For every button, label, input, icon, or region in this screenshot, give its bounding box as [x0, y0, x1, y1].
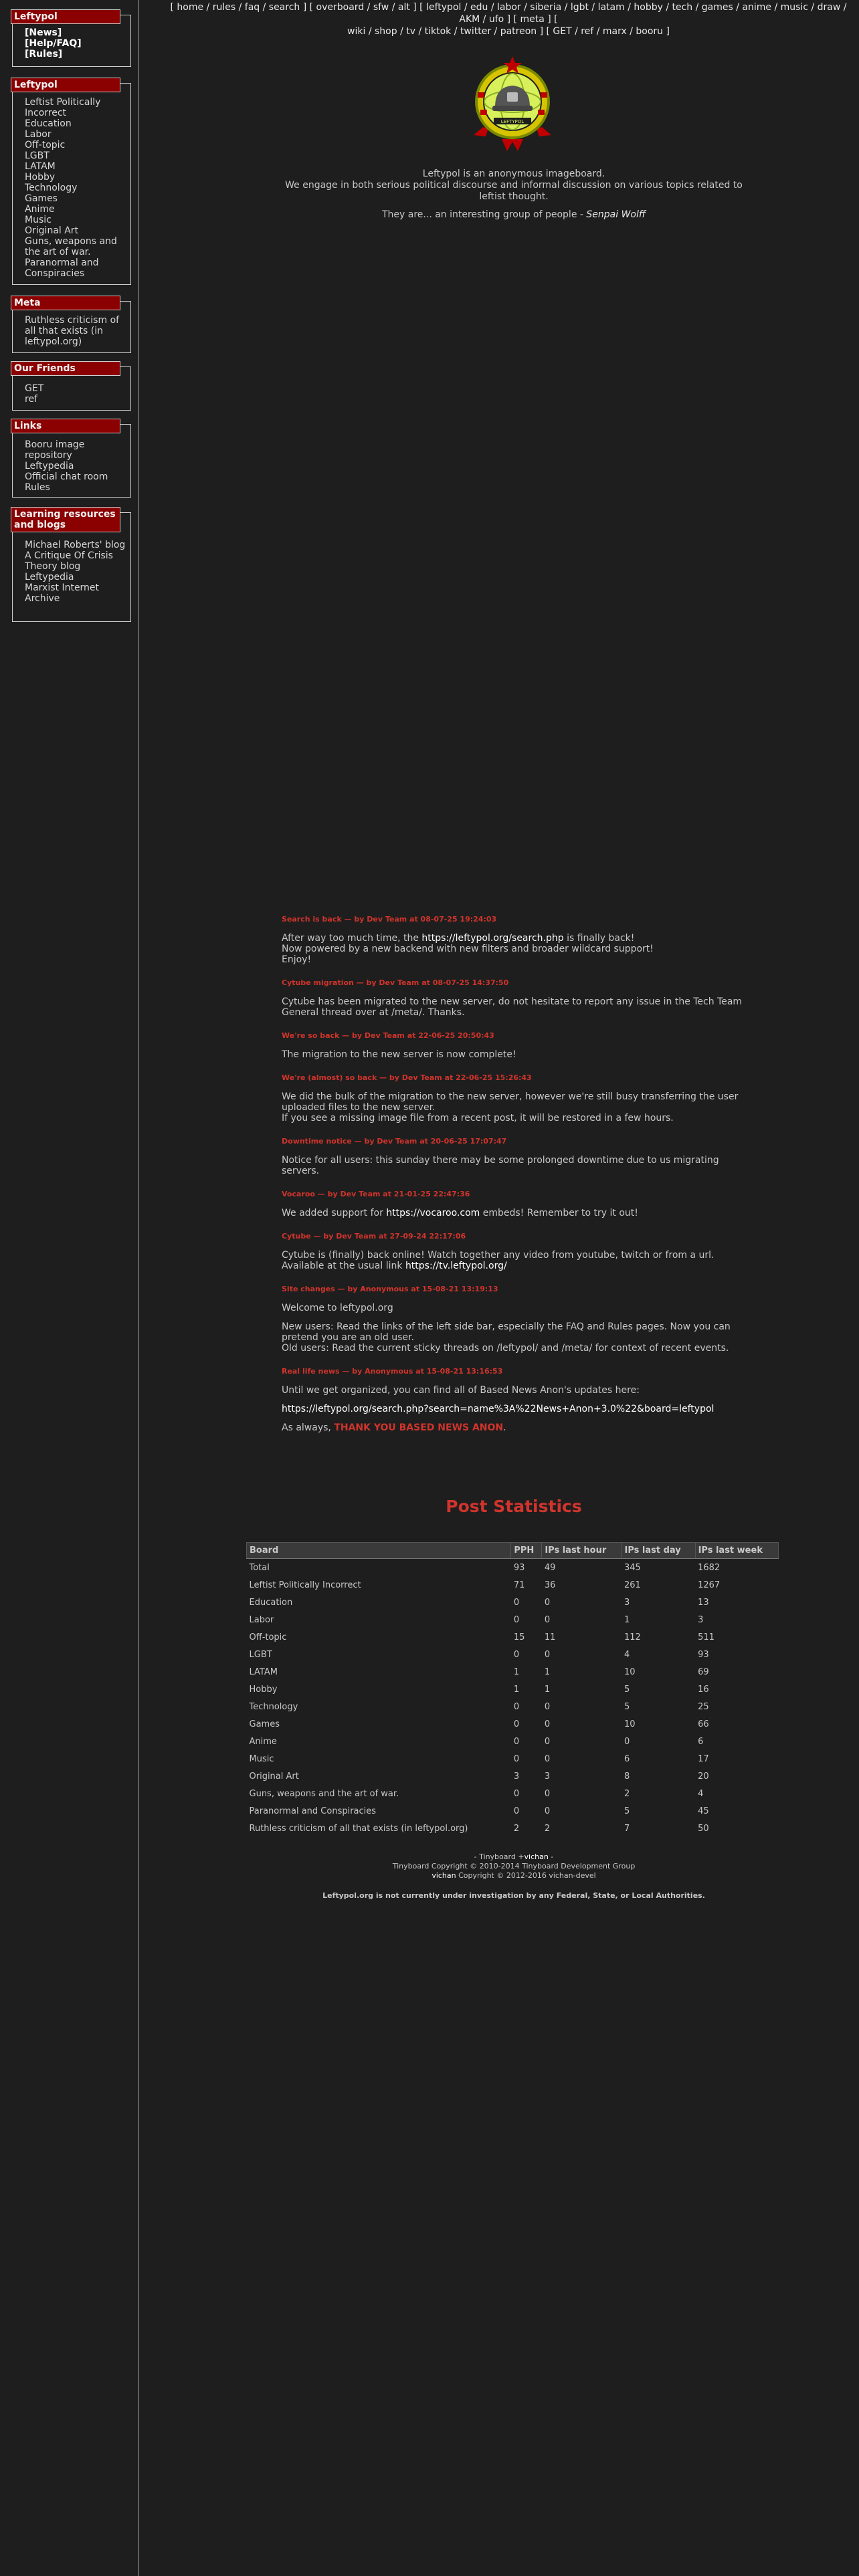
table-cell: Technology	[249, 1701, 298, 1712]
table-row	[247, 1559, 779, 1577]
table-cell: 6	[698, 1736, 704, 1747]
table-body	[247, 1559, 779, 1838]
board-list-line-2[interactable]: wiki / shop / tv / tiktok / twitter / patreon ] [ GET / ref / marx / booru ]	[347, 26, 670, 37]
news-text: Until we get organized, you can find all of Based News Anon's updates here:	[282, 1385, 640, 1396]
table-cell: 20	[698, 1771, 709, 1782]
table-cell: 0	[513, 1597, 520, 1608]
news-item	[282, 1285, 743, 1354]
news-title: Site changes — by Anonymous at 15-08-21 13:19:13	[282, 1285, 498, 1293]
table-cell: 261	[624, 1580, 641, 1590]
table-cell: 13	[698, 1597, 709, 1608]
table-cell: 345	[624, 1562, 641, 1573]
table-row	[247, 1785, 779, 1802]
column-header: IPs last hour	[542, 1543, 622, 1559]
sidebar-box-links	[12, 421, 131, 498]
sidebar-box-title: Links	[11, 419, 120, 433]
news-body	[282, 1385, 743, 1433]
table-cell: 15	[513, 1632, 525, 1642]
vichan-link[interactable]: vichan	[524, 1852, 549, 1861]
footer-text: - Tinyboard +	[474, 1852, 524, 1861]
sidebar-item-get[interactable]: GET	[25, 383, 44, 394]
table-cell: Education	[249, 1597, 293, 1608]
table-cell: 6	[624, 1753, 630, 1764]
news-body	[282, 1091, 743, 1123]
table-row	[247, 1681, 779, 1698]
table-cell: 511	[698, 1632, 714, 1642]
news-text: is finally back!	[563, 933, 635, 944]
news-item	[282, 1190, 743, 1218]
news-title: We're so back — by Dev Team at 22-06-25 20:50:43	[282, 1031, 494, 1040]
table-cell: 36	[544, 1580, 556, 1590]
table-cell: 66	[698, 1719, 709, 1729]
sidebar-item-critique-crisis[interactable]: A Critique Of Crisis Theory blog	[25, 550, 113, 572]
table-cell: 0	[544, 1614, 551, 1625]
news-text: Cytube has been migrated to the new server, do not hesitate to report any issue in the Tech Team General thread over at /meta/. Thanks.	[282, 996, 743, 1018]
table-cell: Original Art	[249, 1771, 299, 1782]
news-body	[282, 996, 743, 1018]
post-statistics-title: Post Statistics	[446, 1497, 582, 1516]
sidebar-item-rules[interactable]: Rules	[25, 482, 50, 493]
table-cell: 69	[698, 1667, 709, 1677]
news-body	[282, 1303, 743, 1354]
news-title: Cytube — by Dev Team at 27-09-24 22:17:06	[282, 1232, 466, 1241]
table-cell: Music	[249, 1753, 274, 1764]
sidebar-item-marxists[interactable]: Marxist Internet Archive	[25, 582, 100, 604]
table-cell: Paranormal and Conspiracies	[249, 1806, 377, 1816]
table-cell: 3	[544, 1771, 551, 1782]
table-cell: Hobby	[249, 1684, 278, 1695]
news-text: As always,	[282, 1422, 335, 1433]
intro-quote	[280, 209, 748, 221]
sidebar-item-paranormal[interactable]: Paranormal and Conspiracies	[25, 257, 99, 279]
table-cell: 4	[624, 1649, 630, 1660]
table-cell: 0	[544, 1753, 551, 1764]
table-cell: 1	[624, 1614, 630, 1625]
sidebar-item-ref[interactable]: ref	[25, 394, 37, 405]
sidebar-link-news[interactable]: [News]	[25, 27, 62, 38]
table-row	[247, 1611, 779, 1628]
news-body	[282, 933, 743, 965]
table-cell: 0	[544, 1806, 551, 1816]
sidebar-item-games[interactable]: Games	[25, 193, 58, 204]
table-row	[247, 1576, 779, 1594]
table-row	[247, 1802, 779, 1820]
sidebar-item-technology[interactable]: Technology	[25, 183, 78, 193]
news-highlight: THANK YOU BASED NEWS ANON	[334, 1422, 504, 1433]
sidebar-link-help-faq[interactable]: [Help/FAQ]	[25, 38, 82, 49]
table-cell: 2	[544, 1823, 551, 1834]
table-row	[247, 1594, 779, 1611]
table-cell: 1	[544, 1667, 551, 1677]
news-item	[282, 1137, 743, 1176]
sidebar-item-lgbt[interactable]: LGBT	[25, 150, 50, 161]
table-cell: 5	[624, 1701, 630, 1712]
news-item	[282, 1367, 743, 1433]
news-text: We added support for	[282, 1208, 387, 1218]
table-cell: 71	[513, 1580, 525, 1590]
sidebar-box-friends	[12, 363, 131, 411]
news-title: Cytube migration — by Dev Team at 08-07-25 14:37:50	[282, 978, 509, 987]
table-cell: 8	[624, 1771, 630, 1782]
post-statistics-table	[246, 1542, 779, 1837]
table-cell: Leftist Politically Incorrect	[249, 1580, 361, 1590]
table-row	[247, 1698, 779, 1715]
board-list-nav[interactable]	[161, 1, 856, 37]
news-item	[282, 978, 743, 1018]
sidebar-box-title: Meta	[11, 296, 120, 310]
sidebar-item-labor[interactable]: Labor	[25, 129, 52, 140]
table-row	[247, 1646, 779, 1663]
sidebar	[0, 0, 139, 2576]
table-cell: 1	[513, 1667, 520, 1677]
news-anon-search-link[interactable]: https://leftypol.org/search.php?search=name%3A%22News+Anon+3.0%22&board=leftypol	[282, 1404, 714, 1414]
sidebar-box-leftypol-main	[12, 11, 131, 67]
table-cell: 3	[624, 1597, 630, 1608]
sidebar-link-rules[interactable]: [Rules]	[25, 49, 63, 60]
table-cell: 11	[544, 1632, 556, 1642]
news-text: If you see a missing image file from a recent post, it will be restored in a few hours.	[282, 1113, 674, 1123]
column-header: Board	[247, 1543, 511, 1559]
column-header: IPs last week	[695, 1543, 778, 1559]
news-text: Available at the usual link	[282, 1261, 405, 1271]
news-body	[282, 1208, 743, 1218]
news-text: Old users: Read the current sticky threads on /leftypol/ and /meta/ for context of recent events.	[282, 1343, 729, 1354]
sidebar-item-leftypedia-2[interactable]: Leftypedia	[25, 572, 74, 582]
svg-text:LEFTYPOL: LEFTYPOL	[500, 119, 524, 124]
news-text: After way too much time, the	[282, 933, 422, 944]
sidebar-box-boards	[12, 80, 131, 285]
sidebar-item-guns[interactable]: Guns, weapons and the art of war.	[25, 236, 117, 257]
table-row	[247, 1663, 779, 1681]
table-cell: 1	[544, 1684, 551, 1695]
table-row	[247, 1628, 779, 1646]
news-body	[282, 1155, 743, 1176]
column-header: IPs last day	[622, 1543, 695, 1559]
table-cell: 93	[513, 1562, 525, 1573]
intro-quote-text: They are... an interesting group of people -	[382, 209, 587, 220]
table-cell: 0	[544, 1719, 551, 1729]
news-title: Search is back — by Dev Team at 08-07-25 19:24:03	[282, 915, 497, 924]
sidebar-item-hobby[interactable]: Hobby	[25, 172, 56, 183]
footer-notice: Leftypol.org is not currently under investigation by any Federal, State, or Local Authorities.	[322, 1891, 705, 1900]
news-text: We did the bulk of the migration to the new server, however we're still busy transferring the user uploaded files to the new server.	[282, 1091, 739, 1113]
table-cell: 0	[513, 1736, 520, 1747]
sidebar-box-meta	[12, 298, 131, 353]
cytube-link[interactable]: https://tv.leftypol.org/	[405, 1261, 507, 1271]
table-cell: 50	[698, 1823, 709, 1834]
table-cell: Off-topic	[249, 1632, 287, 1642]
news-text: embeds! Remember to try it out!	[480, 1208, 638, 1218]
sidebar-item-chat-room[interactable]: Official chat room	[25, 471, 108, 482]
intro	[280, 169, 748, 221]
intro-line-1: Leftypol is an anonymous imageboard.	[422, 169, 605, 179]
news-list	[282, 915, 743, 1446]
table-cell: 0	[513, 1719, 520, 1729]
table-row	[247, 1750, 779, 1767]
table-cell: Games	[249, 1719, 280, 1729]
table-cell: 3	[698, 1614, 704, 1625]
table-cell: Ruthless criticism of all that exists (in leftypol.org)	[249, 1823, 468, 1834]
news-item	[282, 1073, 743, 1123]
table-cell: 10	[624, 1719, 636, 1729]
table-cell: Total	[249, 1562, 270, 1573]
footer-text: Copyright © 2012-2016 vichan-devel	[456, 1871, 596, 1880]
table-cell: Anime	[249, 1736, 277, 1747]
sidebar-box-title: Leftypol	[11, 9, 120, 24]
table-cell: Labor	[249, 1614, 274, 1625]
table-cell: 1	[513, 1684, 520, 1695]
sidebar-box-learning	[12, 509, 131, 622]
sidebar-item-leftypol[interactable]: Leftist Politically Incorrect	[25, 97, 101, 118]
news-title: Vocaroo — by Dev Team at 21-01-25 22:47:36	[282, 1190, 470, 1198]
news-text: Now powered by a new backend with new filters and broader wildcard support!	[282, 944, 654, 954]
table-cell: 1682	[698, 1562, 721, 1573]
table-cell: 1267	[698, 1580, 721, 1590]
news-body	[282, 1049, 743, 1060]
table-cell: 0	[544, 1736, 551, 1747]
table-cell: 0	[513, 1788, 520, 1799]
sidebar-item-education[interactable]: Education	[25, 118, 72, 129]
news-item	[282, 1031, 743, 1060]
table-row	[247, 1715, 779, 1733]
table-row	[247, 1733, 779, 1750]
table-cell: 0	[544, 1597, 551, 1608]
table-cell: 0	[513, 1614, 520, 1625]
table-cell: 45	[698, 1806, 709, 1816]
table-row	[247, 1767, 779, 1785]
sidebar-item-michael-roberts[interactable]: Michael Roberts' blog	[25, 540, 126, 550]
news-title: Downtime notice — by Dev Team at 20-06-25 17:07:47	[282, 1137, 507, 1146]
table-header-row	[247, 1543, 779, 1559]
news-text: Welcome to leftypol.org	[282, 1303, 393, 1313]
vocaroo-link[interactable]: https://vocaroo.com	[386, 1208, 480, 1218]
table-cell: 2	[513, 1823, 520, 1834]
sidebar-item-booru[interactable]: Booru image repository	[25, 439, 85, 461]
table-cell: 16	[698, 1684, 709, 1695]
table-row	[247, 1820, 779, 1837]
table-cell: 93	[698, 1649, 709, 1660]
sidebar-item-music[interactable]: Music	[25, 215, 52, 225]
table-cell: 5	[624, 1806, 630, 1816]
sidebar-item-anime[interactable]: Anime	[25, 204, 55, 215]
table-cell: 0	[513, 1701, 520, 1712]
sidebar-box-title: Leftypol	[11, 78, 120, 92]
news-item	[282, 1232, 743, 1271]
table-cell: 10	[624, 1667, 636, 1677]
intro-quote-author: Senpai Wolff	[586, 209, 646, 220]
table-cell: 17	[698, 1753, 709, 1764]
news-text: Notice for all users: this sunday there may be some prolonged downtime due to us migrating servers.	[282, 1155, 719, 1176]
search-link[interactable]: https://leftypol.org/search.php	[421, 933, 564, 944]
table-cell: Guns, weapons and the art of war.	[249, 1788, 399, 1799]
table-cell: 4	[698, 1788, 704, 1799]
footer	[246, 1852, 781, 1901]
table-cell: 49	[544, 1562, 556, 1573]
sidebar-item-meta[interactable]: Ruthless criticism of all that exists (in leftypol.org)	[25, 315, 120, 347]
table-cell: 0	[544, 1701, 551, 1712]
sidebar-box-title: Learning resources and blogs	[11, 507, 120, 532]
table-cell: 0	[513, 1753, 520, 1764]
news-text: New users: Read the links of the left side bar, especially the FAQ and Rules pages. Now you can pretend you are an old user.	[282, 1321, 731, 1343]
column-header: PPH	[511, 1543, 542, 1559]
table-cell: 7	[624, 1823, 630, 1834]
news-text: .	[503, 1422, 506, 1433]
news-text: Cytube is (finally) back online! Watch together any video from youtube, twitch or from a url.	[282, 1250, 714, 1261]
table-cell: 2	[624, 1788, 630, 1799]
table-cell: 112	[624, 1632, 641, 1642]
sidebar-box-title: Our Friends	[11, 361, 120, 376]
news-title: Real life news — by Anonymous at 15-08-21 13:16:53	[282, 1367, 503, 1376]
emblem-icon	[468, 53, 557, 154]
table-cell: 0	[624, 1736, 630, 1747]
table-cell: 0	[544, 1788, 551, 1799]
site-logo	[468, 53, 557, 154]
sidebar-item-original-art[interactable]: Original Art	[25, 225, 79, 236]
footer-copyright-tinyboard: Tinyboard Copyright © 2010-2014 Tinyboard Development Group	[392, 1862, 636, 1870]
footer-text: -	[548, 1852, 554, 1861]
board-list-line-1[interactable]: [ home / rules / faq / search ] [ overboard / sfw / alt ] [ leftypol / edu / labor / siberia / lgbt / latam / hobby / tech / games / anime / music / draw / AKM / ufo ] [ meta ] [	[170, 2, 847, 25]
table-cell: LGBT	[249, 1649, 272, 1660]
table-cell: 0	[544, 1649, 551, 1660]
table-cell: 0	[513, 1806, 520, 1816]
news-text: Enjoy!	[282, 954, 312, 965]
news-text: The migration to the new server is now complete!	[282, 1049, 516, 1060]
sidebar-item-leftypedia[interactable]: Leftypedia	[25, 461, 74, 471]
news-body	[282, 1250, 743, 1271]
sidebar-item-off-topic[interactable]: Off-topic	[25, 140, 66, 150]
table-cell: LATAM	[249, 1667, 278, 1677]
news-item	[282, 915, 743, 965]
news-title: We're (almost) so back — by Dev Team at 22-06-25 15:26:43	[282, 1073, 532, 1082]
table-cell: 3	[513, 1771, 520, 1782]
table-cell: 0	[513, 1649, 520, 1660]
intro-line-2: We engage in both serious political discourse and informal discussion on various topics related to leftist thought.	[285, 180, 743, 202]
table-cell: 5	[624, 1684, 630, 1695]
table-cell: 25	[698, 1701, 709, 1712]
vichan-link-2[interactable]: vichan	[432, 1871, 456, 1880]
sidebar-item-latam[interactable]: LATAM	[25, 161, 56, 172]
